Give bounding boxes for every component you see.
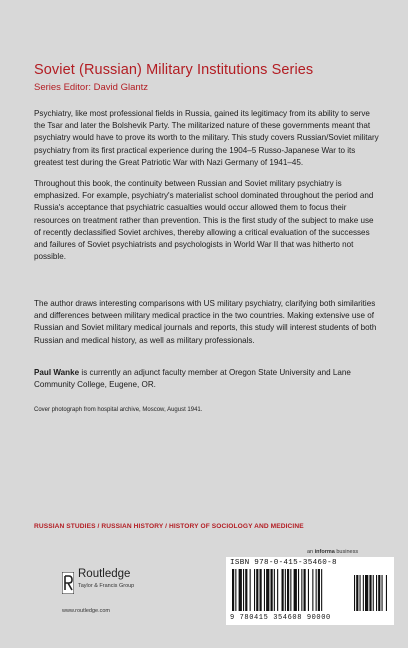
publisher-group: Taylor & Francis Group	[78, 583, 135, 589]
series-title: Soviet (Russian) Military Institutions Series	[34, 62, 314, 78]
series-editor: Series Editor: David Glantz	[34, 82, 149, 93]
barcode-bar	[290, 569, 291, 611]
blurb-paragraph-3: The author draws interesting comparisons with US military psychiatry, clarifying both similarities and differences between military medical practice in the two countries. Making extensive use of Russian and Soviet military medical journals and reports, this study will interest students of both Russian and medical history, as well as military professionals.	[34, 299, 377, 345]
informa-suffix: business	[334, 549, 359, 555]
author-name: Paul Wanke	[34, 368, 80, 377]
barcode-addon-bar	[378, 575, 380, 611]
barcode-bar	[271, 569, 273, 611]
barcode-main-digits: 9 780415 354608	[230, 614, 303, 622]
barcode-bar	[277, 569, 278, 611]
isbn-label: ISBN 978-0-415-35460-8	[230, 559, 337, 567]
barcode-bar	[298, 569, 299, 611]
barcode-bar	[294, 569, 297, 611]
barcode-bar	[245, 569, 247, 611]
publisher-name: Routledge	[78, 568, 131, 580]
barcode-addon-bar	[356, 575, 358, 611]
barcode-bar	[264, 569, 265, 611]
barcode-bar	[243, 569, 244, 611]
barcode-addon-digits: 90000	[306, 614, 331, 622]
routledge-r-icon	[62, 572, 74, 594]
barcode-addon-bar	[382, 575, 383, 611]
barcode-addon-bar	[365, 575, 368, 611]
barcode-bar	[316, 569, 317, 611]
barcode-bar	[256, 569, 258, 611]
barcode-addon-bar	[360, 575, 361, 611]
barcode-bar	[266, 569, 269, 611]
photo-credit: Cover photograph from hospital archive, Moscow, August 1941.	[34, 407, 203, 413]
publisher-logo	[62, 568, 182, 618]
barcode-bar	[308, 569, 309, 611]
barcode-bars	[226, 569, 394, 613]
author-bio-paragraph	[34, 367, 380, 391]
barcode-bar	[321, 569, 322, 611]
barcode-bar	[301, 569, 302, 611]
subject-categories: RUSSIAN STUDIES / RUSSIAN HISTORY / HISTORY OF SOCIOLOGY AND MEDICINE	[34, 523, 304, 530]
barcode-bar	[232, 569, 234, 611]
barcode-bar	[285, 569, 286, 611]
publisher-url: www.routledge.com	[62, 608, 110, 614]
barcode-bar	[318, 569, 320, 611]
informa-prefix: an	[307, 549, 315, 555]
barcode-bar	[260, 569, 262, 611]
barcode-bar	[239, 569, 242, 611]
barcode-bar	[250, 569, 251, 611]
barcode-addon-bar	[363, 575, 364, 611]
barcode-addon-bar	[354, 575, 355, 611]
barcode-addon-bar	[386, 575, 387, 611]
barcode-digits	[230, 614, 390, 622]
informa-tagline	[307, 549, 358, 555]
barcode-addon-bar	[373, 575, 374, 611]
blurb-paragraph-2: Throughout this book, the continuity between Russian and Soviet military psychiatry is emphasized. For example, psychiatry's materialist school dominated throughout the period and Russia's acceptance that psychiatric casualties would occur allowed them to focus their resources on treatment rather than prevention. This is the first study of the subject to make use of recently declassified Soviet archives, thereby allowing a critical evaluation of the successes and failures of Soviet psychiatrists and psychologists in World War II that was hitherto not possible.	[34, 179, 374, 262]
barcode-bar	[235, 569, 236, 611]
informa-brand: informa	[314, 549, 335, 555]
barcode-bar	[287, 569, 289, 611]
barcode-bar	[312, 569, 313, 611]
barcode-bar	[304, 569, 306, 611]
barcode-bar	[274, 569, 275, 611]
barcode-addon-bar	[369, 575, 371, 611]
barcode-bar	[254, 569, 255, 611]
blurb-paragraph-1: Psychiatry, like most professional fields in Russia, gained its legitimacy from its ability to serve the Tsar and later the Bolshevik Party. The militarized nature of these governments meant that psychiatry would have to prove its worth to the military. This study covers Russian/Soviet military psychiatry from its first practical experience during the 1904–5 Russo-Japanese War to its greatest test during the Great Patriotic War with Nazi Germany of 1941–45.	[34, 109, 379, 167]
barcode-bar	[282, 569, 284, 611]
isbn-barcode	[226, 557, 394, 625]
author-bio-text: is currently an adjunct faculty member at Oregon State University and Lane Community College, Eugene, OR.	[34, 368, 351, 390]
barcode-addon-bar	[376, 575, 377, 611]
